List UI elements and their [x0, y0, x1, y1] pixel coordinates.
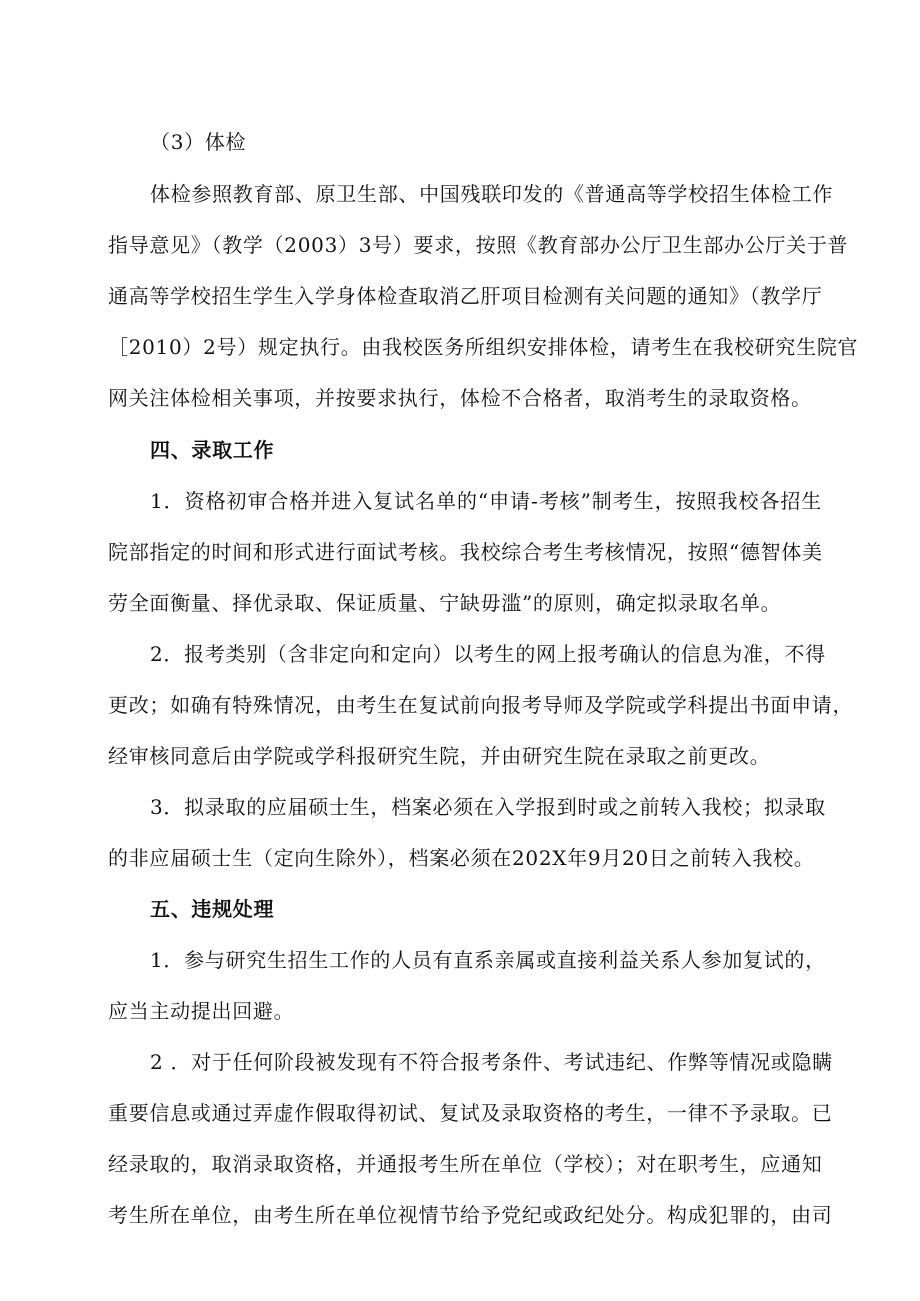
paragraph-line: 经审核同意后由学院或学科报研究生院，并由研究生院在录取之前更改。 — [108, 744, 771, 768]
paragraph-line: 经录取的，取消录取资格，并通报考生所在单位（学校）；对在职考生，应通知 — [108, 1152, 823, 1176]
paragraph-line: 3．拟录取的应届硕士生，档案必须在入学报到时或之前转入我校；拟录取 — [150, 795, 826, 819]
paragraph-line: 的非应届硕士生（定向生除外），档案必须在202X年9月20日之前转入我校。 — [108, 846, 815, 870]
section-heading-admission: 四、录取工作 — [150, 438, 275, 462]
paragraph-line: 应当主动提出回避。 — [108, 999, 295, 1023]
paragraph-line: 重要信息或通过弄虚作假取得初试、复试及录取资格的考生，一律不予录取。已 — [108, 1101, 833, 1125]
paragraph-line: 考生所在单位，由考生所在单位视情节给予党纪或政纪处分。构成犯罪的，由司 — [108, 1203, 833, 1227]
subsection-title-physical-exam: （3）体检 — [150, 130, 247, 154]
paragraph-line: ［2010）2号）规定执行。由我校医务所组织安排体检，请考生在我校研究生院官 — [108, 335, 859, 359]
paragraph-line: 院部指定的时间和形式进行面试考核。我校综合考生考核情况，按照“德智体美 — [108, 540, 823, 564]
paragraph-line: 指导意见》（教学（2003）3号）要求，按照《教育部办公厅卫生部办公厅关于普 — [108, 233, 849, 257]
section-heading-violations: 五、违规处理 — [150, 897, 275, 921]
paragraph-line: 1．资格初审合格并进入复试名单的“申请-考核”制考生，按照我校各招生 — [150, 489, 822, 513]
paragraph-line: 2 ．对于任何阶段被发现有不符合报考条件、考试违纪、作弊等情况或隐瞒 — [150, 1050, 833, 1074]
paragraph-line: 体检参照教育部、原卫生部、中国残联印发的《普通高等学校招生体检工作 — [150, 182, 834, 206]
paragraph-line: 通高等学校招生学生入学身体检查取消乙肝项目检测有关问题的通知》（教学厅 — [108, 284, 823, 308]
paragraph-line: 网关注体检相关事项，并按要求执行，体检不合格者，取消考生的录取资格。 — [108, 386, 812, 410]
paragraph-line: 更改；如确有特殊情况，由考生在复试前向报考导师及学院或学科提出书面申请， — [108, 693, 854, 717]
paragraph-line: 1．参与研究生招生工作的人员有直系亲属或直接利益关系人参加复试的， — [150, 948, 826, 972]
paragraph-line: 2．报考类别（含非定向和定向）以考生的网上报考确认的信息为准，不得 — [150, 642, 826, 666]
paragraph-line: 劳全面衡量、择优录取、保证质量、宁缺毋滥”的原则，确定拟录取名单。 — [108, 591, 782, 615]
